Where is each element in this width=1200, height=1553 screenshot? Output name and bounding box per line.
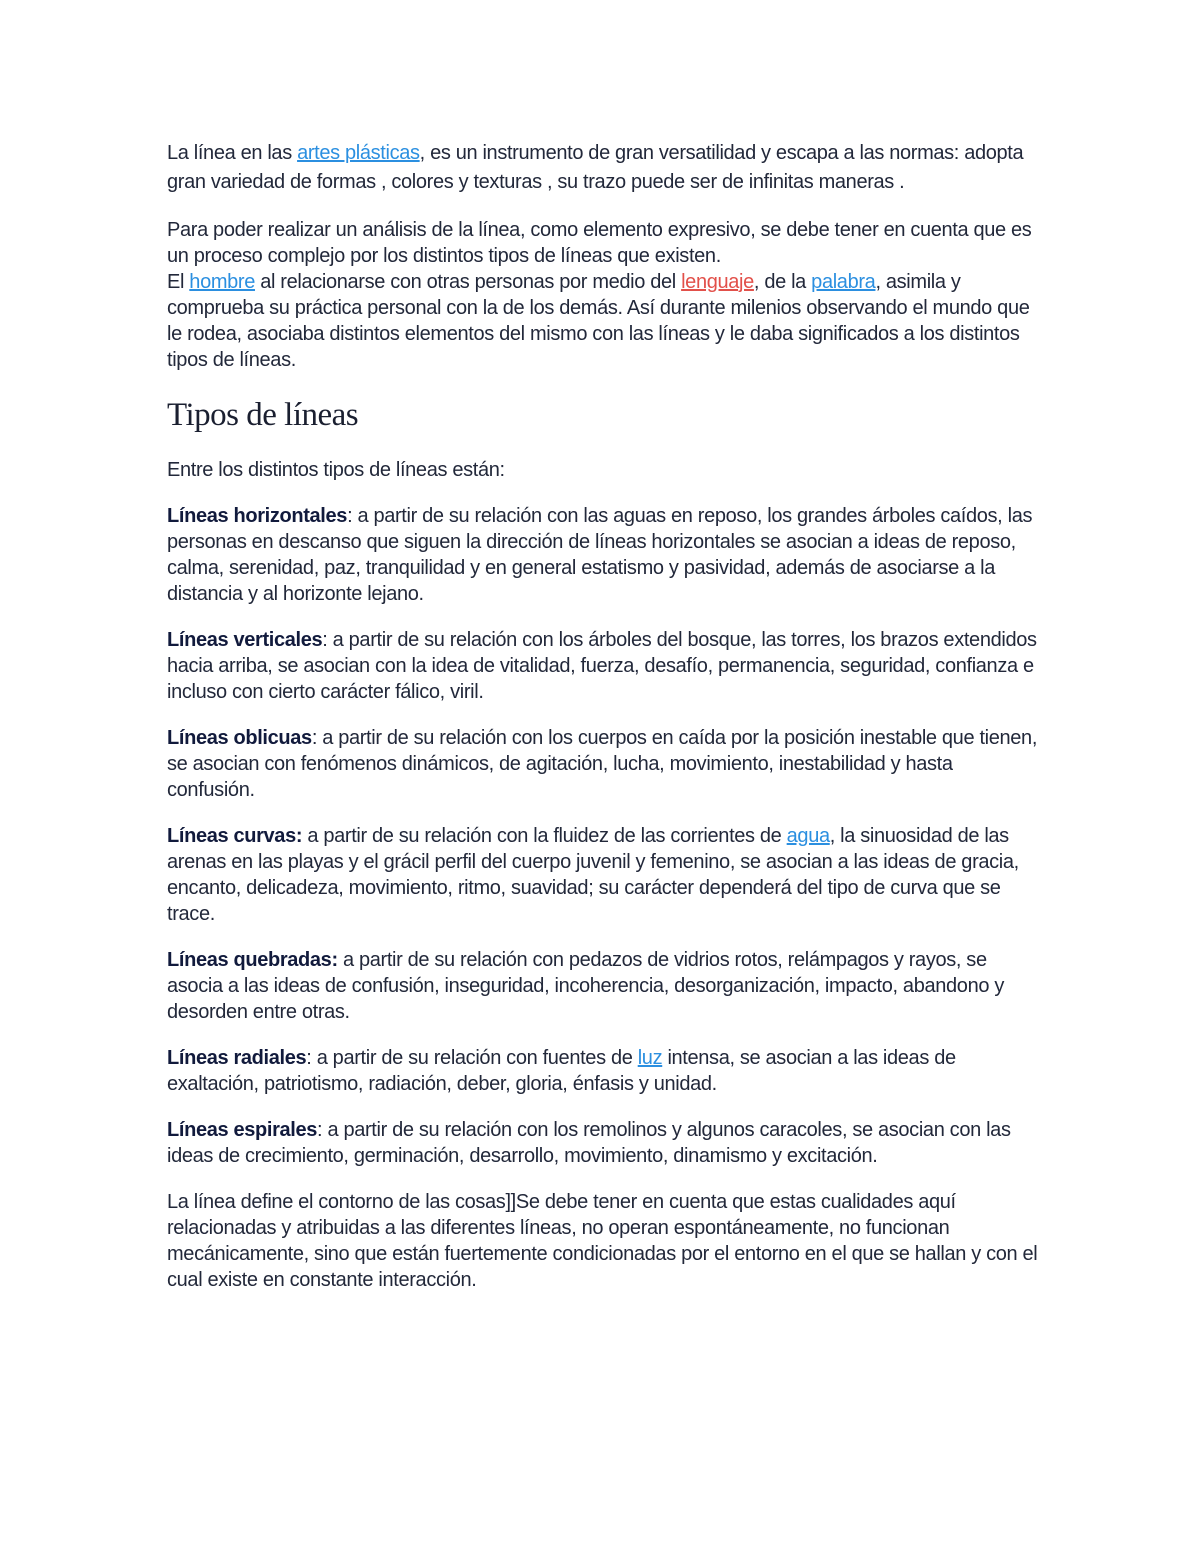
list-item-radiales <box>167 1045 1039 1097</box>
definition: intensa, se asocian a las ideas de exaltación, patriotismo, radiación, deber, gloria, énfasis y unidad. <box>167 1047 956 1095</box>
term: Líneas horizontales <box>167 505 348 527</box>
definition: , la sinuosidad de las arenas en las playas y el grácil perfil del cuerpo juvenil y femenino, se asocian a las ideas de gracia, encanto, delicadeza, movimiento, ritmo, suavidad; su carácter dependerá del tipo de curva que se trace. <box>167 825 1019 925</box>
link-luz[interactable]: luz <box>637 1047 663 1069</box>
definition: : a partir de su relación con los árboles del bosque, las torres, los brazos extendidos hacia arriba, se asocian con la idea de vitalidad, fuerza, desafío, permanencia, seguridad, confianza e incluso con cierto carácter fálico, viril. <box>167 629 1037 703</box>
closing-paragraph: La línea define el contorno de las cosas]]Se debe tener en cuenta que estas cualidades aquí relacionadas y atribuidas a las diferentes líneas, no operan espontáneamente, no funcionan mecánicamente, sino que están fuertemente condicionadas por el entorno en el que se hallan y con el cual existe en constante interacción. <box>167 1191 1038 1291</box>
link-lenguaje[interactable]: lenguaje <box>681 271 754 293</box>
term: Líneas verticales <box>167 629 323 651</box>
list-item-verticales <box>167 627 1039 705</box>
definition: : a partir de su relación con las aguas en reposo, los grandes árboles caídos, las personas en descanso que siguen la dirección de líneas horizontales se asocian a ideas de reposo, calma, serenidad, paz, tranquilidad y en general estatismo y pasividad, además de asociarse a la distancia y al horizonte lejano. <box>167 505 1033 605</box>
term: Líneas espirales <box>167 1119 318 1141</box>
text: , asimila y comprueba su práctica personal con la de los demás. Así durante milenios observando el mundo que le rodea, asociaba distintos elementos del mismo con las líneas y le daba significados a los distintos tipos de líneas. <box>167 271 1030 371</box>
link-hombre[interactable]: hombre <box>189 271 256 293</box>
definition: a partir de su relación con la fluidez de las corrientes de <box>302 825 787 847</box>
term: Líneas curvas: <box>167 825 303 847</box>
link-agua[interactable]: agua <box>786 825 830 847</box>
section-heading: Tipos de líneas <box>167 397 359 433</box>
list-item-curvas <box>167 823 1039 927</box>
document-page <box>167 139 1039 1313</box>
link-artes-plasticas[interactable]: artes plásticas <box>297 142 420 164</box>
list-item-oblicuas <box>167 725 1039 803</box>
intro-paragraph-2 <box>167 217 1039 373</box>
text: El <box>167 271 190 293</box>
definition: a partir de su relación con pedazos de vidrios rotos, relámpagos y rayos, se asocia a las ideas de confusión, inseguridad, incoherencia, desorganización, impacto, abandono y desorden entre otras. <box>167 949 1004 1023</box>
text: , es un instrumento de gran versatilidad y escapa a las normas: adopta gran variedad de formas , colores y texturas , su trazo puede ser de infinitas maneras . <box>167 142 1024 193</box>
definition: : a partir de su relación con los cuerpos en caída por la posición inestable que tienen, se asocian con fenómenos dinámicos, de agitación, lucha, movimiento, inestabilidad y hasta confusión. <box>167 727 1038 801</box>
definition: : a partir de su relación con los remolinos y algunos caracoles, se asocian con las ideas de crecimiento, germinación, desarrollo, movimiento, dinamismo y excitación. <box>167 1119 1011 1167</box>
text: , de la <box>753 271 812 293</box>
link-palabra[interactable]: palabra <box>811 271 876 293</box>
term: Líneas quebradas: <box>167 949 338 971</box>
definition: : a partir de su relación con fuentes de <box>306 1047 638 1069</box>
term: Líneas oblicuas <box>167 727 312 749</box>
intro-paragraph-1 <box>167 139 1039 196</box>
text: al relacionarse con otras personas por medio del <box>255 271 682 293</box>
list-item-quebradas <box>167 947 1039 1025</box>
term: Líneas radiales <box>167 1047 307 1069</box>
text: La línea en las <box>167 142 298 164</box>
list-item-horizontales <box>167 503 1039 607</box>
list-item-espirales <box>167 1117 1039 1169</box>
text: Para poder realizar un análisis de la línea, como elemento expresivo, se debe tener en cuenta que es un proceso complejo por los distintos tipos de líneas que existen. <box>167 219 1032 267</box>
section-lead: Entre los distintos tipos de líneas están: <box>167 459 505 481</box>
